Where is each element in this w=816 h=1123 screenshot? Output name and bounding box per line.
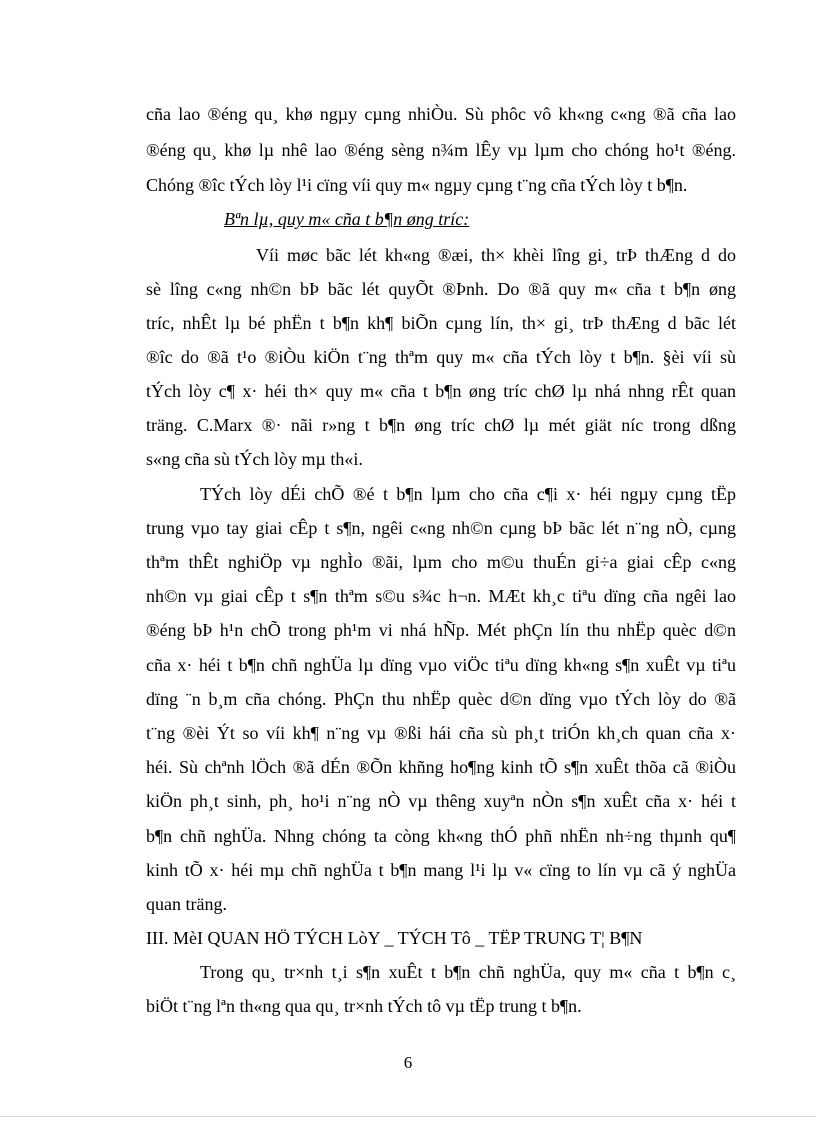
body-line: tríc, nhÊt lµ bé phËn t b¶n kh¶ biÕn cµng lín, th× gi¸ trÞ thÆng d bãc lét [146,313,736,333]
body-line: Víi møc bãc lét kh«ng ®æi, th× khèi lîng gi¸ trÞ thÆng d do [256,245,736,265]
body-line: trung vµo tay giai cÊp t s¶n, ngêi c«ng nh©n cµng bÞ bãc lét n¨ng nÒ, cµng [146,518,736,538]
body-line: biÖt t¨ng lªn th«ng qua qu¸ tr×nh tÝch tô vµ tËp trung t b¶n. [146,996,582,1016]
body-line: Trong qu¸ tr×nh t¸i s¶n xuÊt t b¶n chñ nghÜa, quy m« cña t b¶n c¸ [200,962,736,982]
body-line: Chóng ®îc tÝch lòy l¹i cïng víi quy m« ngµy cµng t¨ng cña tÝch lòy t b¶n. [146,175,688,195]
body-line: quan träng. [146,894,227,914]
body-line: cña lao ®éng qu¸ khø ngµy cµng nhiÒu. Sù phôc vô kh«ng c«ng ®ã cña lao [146,104,736,124]
page-bottom-edge [0,1116,816,1117]
body-line: cña x· héi t b¶n chñ nghÜa lµ dïng vµo viÖc tiªu dïng kh«ng s¶n xuÊt vµ tiªu [146,655,736,675]
body-line: tÝch lòy c¶ x· héi th× quy m« cña t b¶n øng tríc chØ lµ nhá nhng rÊt quan [146,381,736,401]
body-line: kinh tÕ x· héi mµ chñ nghÜa t b¶n mang l¹i lµ v« cïng to lín vµ cã ý nghÜa [146,860,736,880]
body-line: TÝch lòy dÉi chÕ ®é t b¶n lµm cho cña c¶i x· héi ngµy cµng tËp [200,484,736,504]
body-line: b¶n chñ nghÜa. Nhng chóng ta còng kh«ng thÓ phñ nhËn nh÷ng thµnh qu¶ [146,826,736,846]
body-line: träng. C.Marx ®· nãi r»ng t b¶n øng tríc chØ lµ mét giät níc trong dßng [146,415,736,435]
body-line: kiÖn ph¸t sinh, ph¸ ho¹i n¨ng nÒ vµ thêng xuyªn nÒn s¶n xuÊt cña x· héi t [146,791,736,811]
body-line: sè lîng c«ng nh©n bÞ bãc lét quyÕt ®Þnh. Do ®ã quy m« cña t b¶n øng [146,279,736,299]
body-line: ®éng qu¸ khø lµ nhê lao ®éng sèng n¾m lÊy vµ lµm cho chóng ho¹t ®éng. [146,140,736,160]
body-line: dïng ¨n b¸m cña chóng. PhÇn thu nhËp quèc d©n dïng vµo tÝch lòy do ®ã [146,689,736,709]
body-line: nh©n vµ giai cÊp t s¶n thªm s©u s¾c h¬n. MÆt kh¸c tiªu dïng cña ngêi lao [146,586,736,606]
body-line: s«ng cña sù tÝch lòy mµ th«i. [146,449,363,469]
section-heading: III. MèI QUAN HÖ TÝCH LòY _ TÝCH Tô _ TËP TRUNG T¦ B¶N [146,928,643,948]
page-number: 6 [403,1053,413,1072]
section-subheading: Bªn lµ, quy m« cña t b¶n øng tríc: [224,209,470,229]
body-line: ®éng bÞ h¹n chÕ trong ph¹m vi nhá hÑp. Mét phÇn lín thu nhËp quèc d©n [146,620,736,640]
body-line: héi. Sù chªnh lÖch ®ã dÉn ®Õn khñng ho¶ng kinh tÕ s¶n xuÊt thõa cã ®iÒu [146,757,736,777]
body-line: ®îc do ®ã t¹o ®iÒu kiÖn t¨ng thªm quy m« cña tÝch lòy t b¶n. §èi víi sù [146,347,736,367]
body-line: t¨ng ®èi Ýt so víi kh¶ n¨ng vµ ®ßi hái cña sù ph¸t triÓn kh¸ch quan cña x· [146,723,736,743]
body-line: thªm thÊt nghiÖp vµ nghÌo ®ãi, lµm cho m©u thuÉn gi÷a giai cÊp c«ng [146,552,736,572]
